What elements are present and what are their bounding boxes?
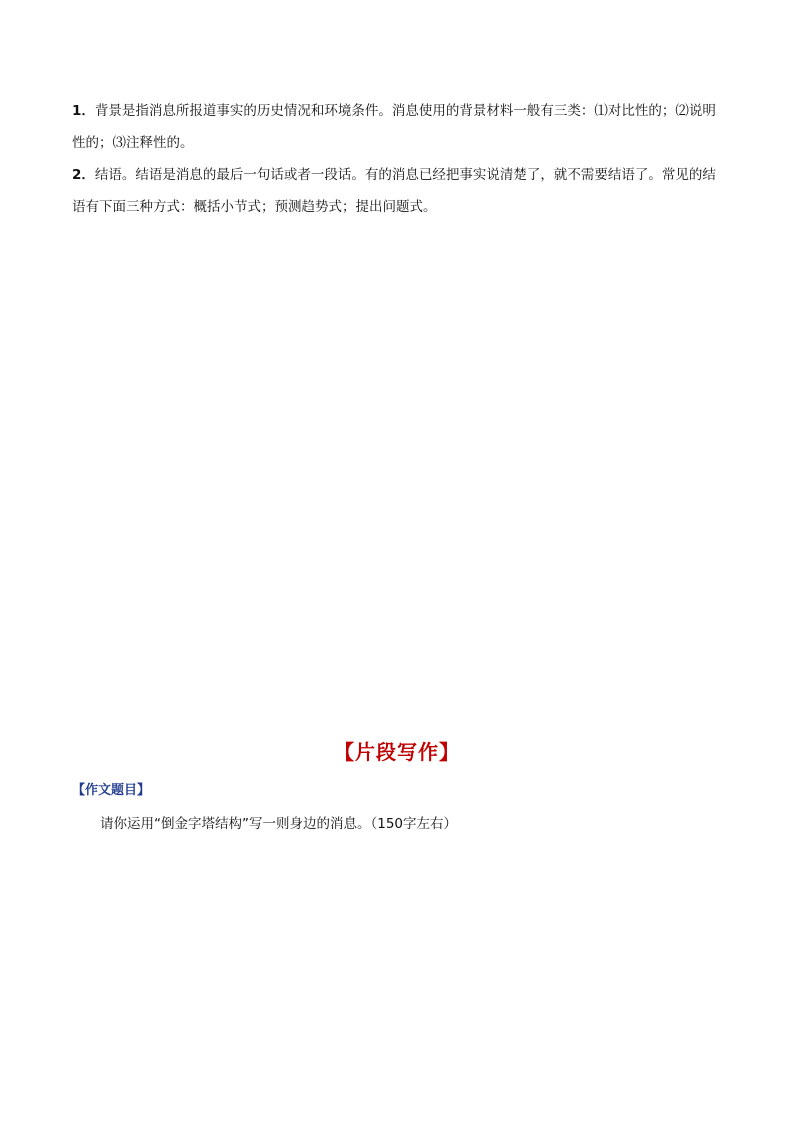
item-text: 结语。结语是消息的最后一句话或者一段话。有的消息已经把事实说清楚了，就不需要结语了。常见的结语有下面三种方式：概括小节式；预测趋势式；提出问题式。 <box>72 167 716 215</box>
item-number: 2． <box>72 167 95 183</box>
paragraph-background <box>72 95 722 159</box>
item-text: 背景是指消息所报道事实的历史情况和环境条件。消息使用的背景材料一般有三类：⑴对比性的；⑵说明性的；⑶注释性的。 <box>72 103 716 151</box>
paragraph-conclusion <box>72 159 722 223</box>
item-number: 1． <box>72 103 95 119</box>
section-title: 【片段写作】 <box>334 740 460 764</box>
writing-topic-label: 【作文题目】 <box>72 783 151 798</box>
writing-prompt: 请你运用“倒金字塔结构”写一则身边的消息。（150字左右） <box>100 816 458 832</box>
